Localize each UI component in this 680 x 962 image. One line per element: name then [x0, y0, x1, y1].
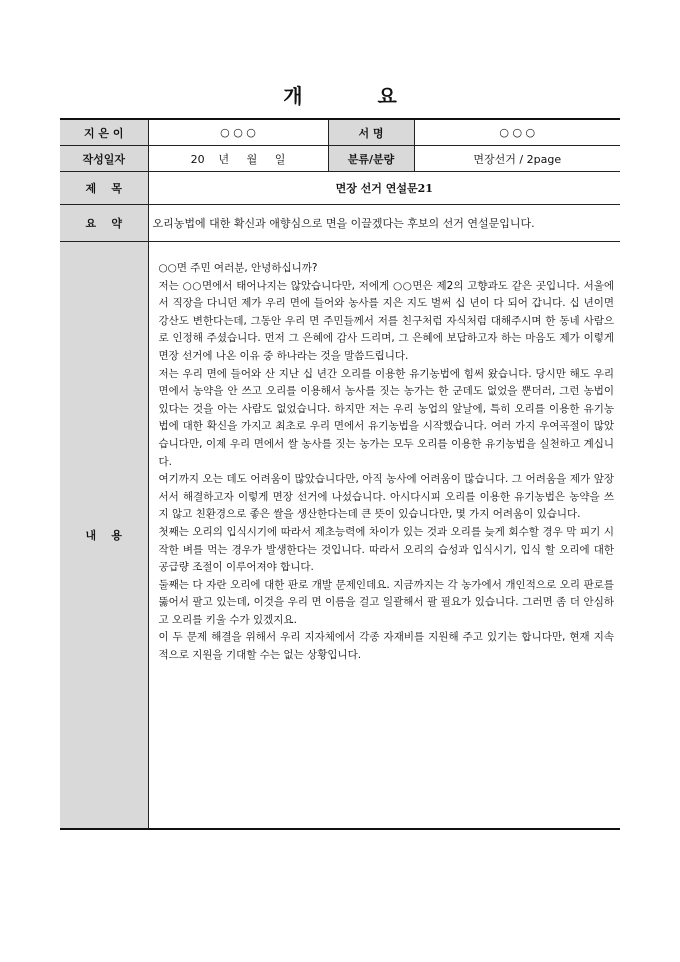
category-value: 면장선거 / 2page	[414, 146, 620, 172]
date-value: 20 년 월 일	[148, 146, 328, 172]
author-row	[60, 119, 620, 146]
author-label: 지 은 이	[60, 119, 148, 146]
overview-table	[60, 118, 620, 830]
paragraph: 둘째는 다 자란 오리에 대한 판로 개발 문제인데요. 지금까지는 각 농가에서 개인적으로 오리 판로를 뚫어서 팔고 있는데, 이것을 우리 면 이름을 걸고 일괄해서 팔 필요가 있습니다. 그러면 좀 더 안심하고 오리를 키울 수가 있겠지요.	[158, 578, 614, 626]
summary-row	[60, 205, 620, 242]
paragraph: 저는 ○○면에서 태어나지는 않았습니다만, 저에게 ○○면은 제2의 고향과도 같은 곳입니다. 서울에서 직장을 다니던 제가 우리 면에 들어와 농사를 지은 지도 벌써 십 년이 다 되어 갑니다. 십 년이면 강산도 변한다는데, 그동안 우리 면 주민들께서 저를 친구처럼 자식처럼 대해주시며 한 동네 사람으로 인정해 주셨습니다. 먼저 그 은혜에 감사 드리며, 그 은혜에 보답하고자 하는 마음도 제가 이렇게 면장 선거에 나온 이유 중 하나라는 것을 말씀드립니다.	[158, 279, 614, 362]
title-row	[60, 172, 620, 205]
paragraph: 첫째는 오리의 입식시기에 따라서 제초능력에 차이가 있는 것과 오리를 늦게 회수할 경우 막 피기 시작한 벼를 먹는 경우가 발생한다는 것입니다. 따라서 오리의 습성과 입식시기, 입식 할 오리에 대한 공급량 조절이 이루어져야 합니다.	[158, 525, 614, 574]
paragraph: ○○면 주민 여러분, 안녕하십니까?	[158, 262, 318, 274]
content-label: 내 용	[60, 242, 148, 830]
speech-body	[159, 260, 615, 665]
paragraph: 여기까지 오는 데도 어려움이 많았습니다만, 아직 농사에 어려움이 많습니다. 그 어려움을 제가 앞장서서 해결하고자 이렇게 면장 선거에 나섰습니다. 아시다시피 오리를 이용한 유기농법은 농약을 쓰지 않고 친환경으로 좋은 쌀을 생산한다는데 큰 뜻이 있습니다만, 몇 가지 어려움이 있습니다.	[158, 473, 614, 521]
name-label: 서 명	[328, 119, 414, 146]
summary-label: 요 약	[60, 205, 148, 242]
content-row	[60, 242, 620, 830]
name-value: ○ ○ ○	[414, 119, 620, 146]
page-title: 개 요	[283, 84, 431, 108]
content-cell	[148, 242, 620, 830]
title-label: 제 목	[60, 172, 148, 205]
date-row	[60, 146, 620, 172]
summary-text: 오리농법에 대한 확신과 애향심으로 면을 이끌겠다는 후보의 선거 연설문입니다.	[148, 205, 620, 242]
paragraph: 이 두 문제 해결을 위해서 우리 지자체에서 각종 자재비를 지원해 주고 있기는 합니다만, 현재 지속적으로 지원을 기대할 수는 없는 상황입니다.	[158, 631, 614, 662]
paragraph: 저는 우리 면에 들어와 산 지난 십 년간 오리를 이용한 유기농법에 힘써 왔습니다. 당시만 해도 우리 면에서 농약을 안 쓰고 오리를 이용해서 농사를 짓는 농가는 한 군데도 없었을 뿐더러, 그런 농법이 있다는 것을 아는 사람도 없었습니다. 하지만 저는 우리 농업의 앞날에, 특히 오리를 이용한 유기농법에 대한 확신을 가지고 최초로 우리 면에서 유기농법을 시작했습니다. 여러 가지 우여곡절이 많았습니다만, 이제 우리 면에서 쌀 농사를 짓는 농가는 모두 오리를 이용한 유기농법을 실천하고 계십니다.	[158, 367, 614, 468]
category-label: 분류/분량	[328, 146, 414, 172]
date-label: 작성일자	[60, 146, 148, 172]
document-title: 면장 선거 연설문21	[148, 172, 620, 205]
author-value: ○ ○ ○	[148, 119, 328, 146]
